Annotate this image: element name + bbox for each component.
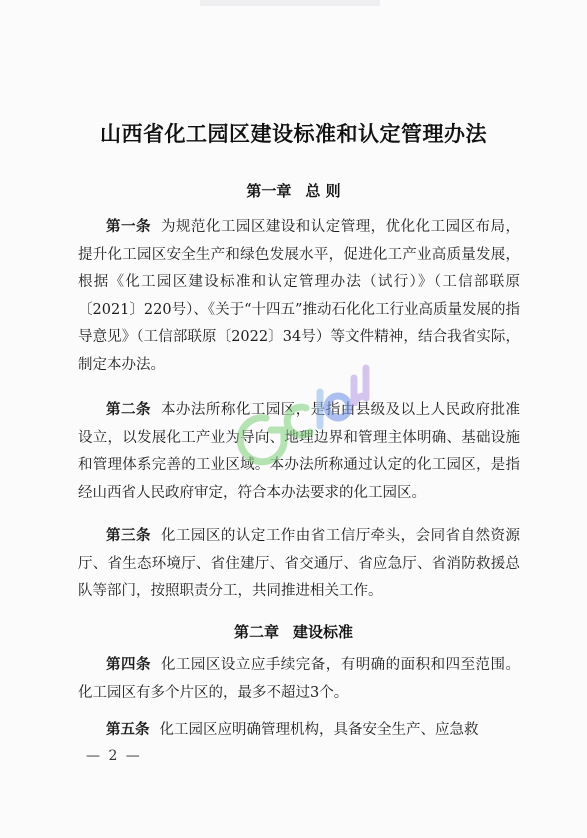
page-number: — 2 — bbox=[86, 748, 142, 764]
article-5 bbox=[78, 717, 520, 745]
chapter-1-name: 总 则 bbox=[305, 182, 341, 200]
article-text: 化工园区应明确管理机构，具备安全生产、应急救 bbox=[159, 722, 479, 738]
article-text: 化工园区的认定工作由省工信厅牵头，会同省自然资源厅、省生态环境厅、省住建厅、省交通厅、省应急厅、省消防救援总队等部门，按照职责分工，共同推进相关工作。 bbox=[78, 528, 521, 600]
chapter-2-name: 建设标准 bbox=[293, 623, 354, 641]
chapter-1-heading bbox=[0, 180, 587, 201]
article-2 bbox=[78, 397, 520, 507]
chapter-2-heading bbox=[0, 621, 587, 642]
article-label: 第三条 bbox=[106, 528, 151, 544]
article-label: 第二条 bbox=[106, 402, 151, 418]
article-3 bbox=[78, 523, 520, 606]
article-text: 本办法所称化工园区，是指由县级及以上人民政府批准设立，以发展化工产业为导向、地理边界和管理主体明确、基础设施和管理体系完善的工业区域。本办法所称通过认定的化工园区，是指经山西省人民政府审定，符合本办法要求的化工园区。 bbox=[78, 402, 521, 501]
article-label: 第四条 bbox=[106, 657, 151, 673]
chapter-2-number: 第二章 bbox=[233, 623, 279, 641]
article-text: 化工园区设立应手续完备，有明确的面积和四至范围。化工园区有多个片区的，最多不超过3个。 bbox=[78, 657, 521, 701]
article-1 bbox=[78, 214, 520, 380]
article-label: 第一条 bbox=[106, 219, 151, 235]
chapter-1-number: 第一章 bbox=[246, 182, 292, 200]
article-text: 为规范化工园区建设和认定管理，优化化工园区布局，提升化工园区安全生产和绿色发展水平，促进化工产业高质量发展，根据《化工园区建设标准和认定管理办法（试行）》（工信部联原〔2021〕220号）、《关于“十四五”推动石化化工行业高质量发展的指导意见》（工信部联原〔2022〕34号）等文件精神，结合我省实际，制定本办法。 bbox=[78, 219, 521, 373]
document-title: 山西省化工园区建设标准和认定管理办法 bbox=[100, 121, 487, 146]
scan-artifact bbox=[200, 0, 380, 6]
article-label: 第五条 bbox=[106, 722, 150, 738]
article-4 bbox=[78, 652, 520, 707]
